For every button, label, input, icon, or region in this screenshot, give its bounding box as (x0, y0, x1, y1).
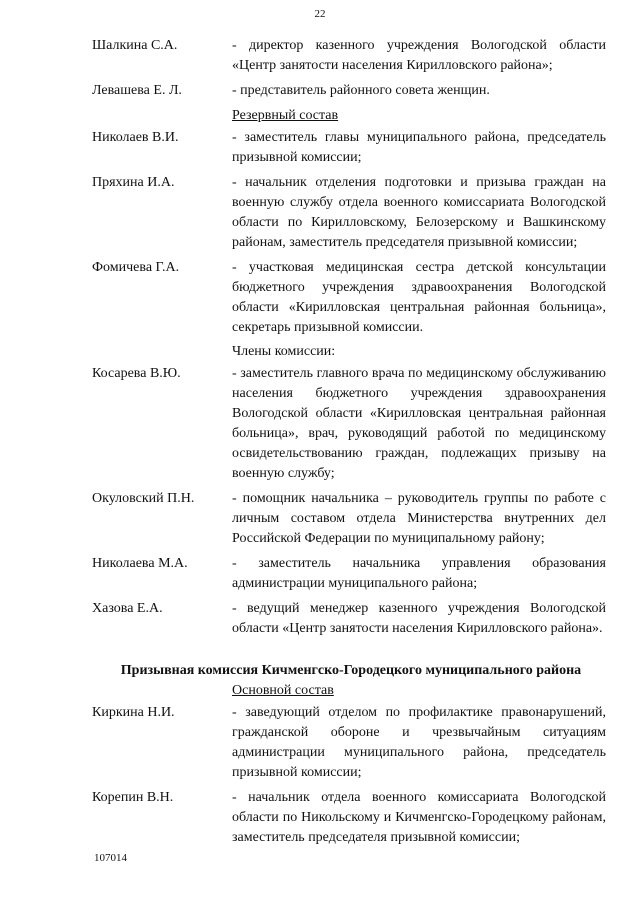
list-item (92, 364, 606, 484)
reserve-composition-heading: Резервный состав (232, 108, 339, 123)
document-body (92, 36, 606, 853)
member-role: - начальник отдела военного комиссариата Вологодской области по Никольскому и Кичменгско-Городецкому районам, заместитель председателя призывной комиссии; (232, 790, 606, 845)
list-item (92, 36, 606, 76)
list-item (92, 81, 606, 101)
member-name: Николаев В.И. (92, 130, 179, 145)
list-item (92, 489, 606, 549)
page-number: 22 (314, 8, 326, 20)
list-item (92, 599, 606, 639)
member-name: Хазова Е.А. (92, 601, 163, 616)
list-item (92, 703, 606, 783)
member-role: - представитель районного совета женщин. (232, 83, 490, 98)
list-item (92, 173, 606, 253)
member-role: - помощник начальника – руководитель группы по работе с личным составом отдела Министерства внутренних дел Российской Федерации по муниципальному району; (232, 491, 606, 546)
member-name: Пряхина И.А. (92, 175, 175, 190)
member-role: - заместитель главы муниципального района, председатель призывной комиссии; (232, 130, 606, 165)
member-name: Корепин В.Н. (92, 790, 174, 805)
member-name: Фомичева Г.А. (92, 260, 180, 275)
member-name: Косарева В.Ю. (92, 366, 181, 381)
list-item (92, 128, 606, 168)
main-composition-heading: Основной состав (232, 683, 334, 698)
member-role: - заместитель главного врача по медицинскому обслуживанию населения бюджетного учреждения здравоохранения Вологодской области «Кирилловская центральная районная больница», врач, руководящий работой по медицинскому освидетельствованию граждан, подлежащих призыву на военную службу; (232, 366, 606, 481)
member-role: - заместитель начальника управления образования администрации муниципального района; (232, 556, 606, 591)
member-name: Шалкина С.А. (92, 38, 178, 53)
member-role: - участковая медицинская сестра детской консультации бюджетного учреждения здравоохранения Вологодской области «Кирилловская центральная районная больница», секретарь призывной комиссии. (232, 260, 606, 335)
member-role: - начальник отделения подготовки и призыва граждан на военную службу отдела военного комиссариата Вологодской области по Кирилловскому, Белозерскому и Вашкинскому районам, заместитель председателя призывной комиссии; (232, 175, 606, 250)
list-item (92, 788, 606, 848)
list-item (92, 554, 606, 594)
member-role: - директор казенного учреждения Вологодской области «Центр занятости населения Кирилловского района»; (232, 38, 606, 73)
list-item (92, 258, 606, 338)
members-heading: Члены комиссии: (232, 344, 336, 359)
member-name: Киркина Н.И. (92, 705, 175, 720)
member-role: - заведующий отделом по профилактике правонарушений, гражданской обороне и чрезвычайным ситуациям администрации муниципального района, председатель призывной комиссии; (232, 705, 606, 780)
member-role: - ведущий менеджер казенного учреждения Вологодской области «Центр занятости населения Кирилловского района». (232, 601, 606, 636)
member-name: Окуловский П.Н. (92, 491, 195, 506)
section-title: Призывная комиссия Кичменгско-Городецкого муниципального района (120, 663, 582, 678)
document-code: 107014 (94, 852, 127, 864)
member-name: Николаева М.А. (92, 556, 188, 571)
member-name: Левашева Е. Л. (92, 83, 182, 98)
